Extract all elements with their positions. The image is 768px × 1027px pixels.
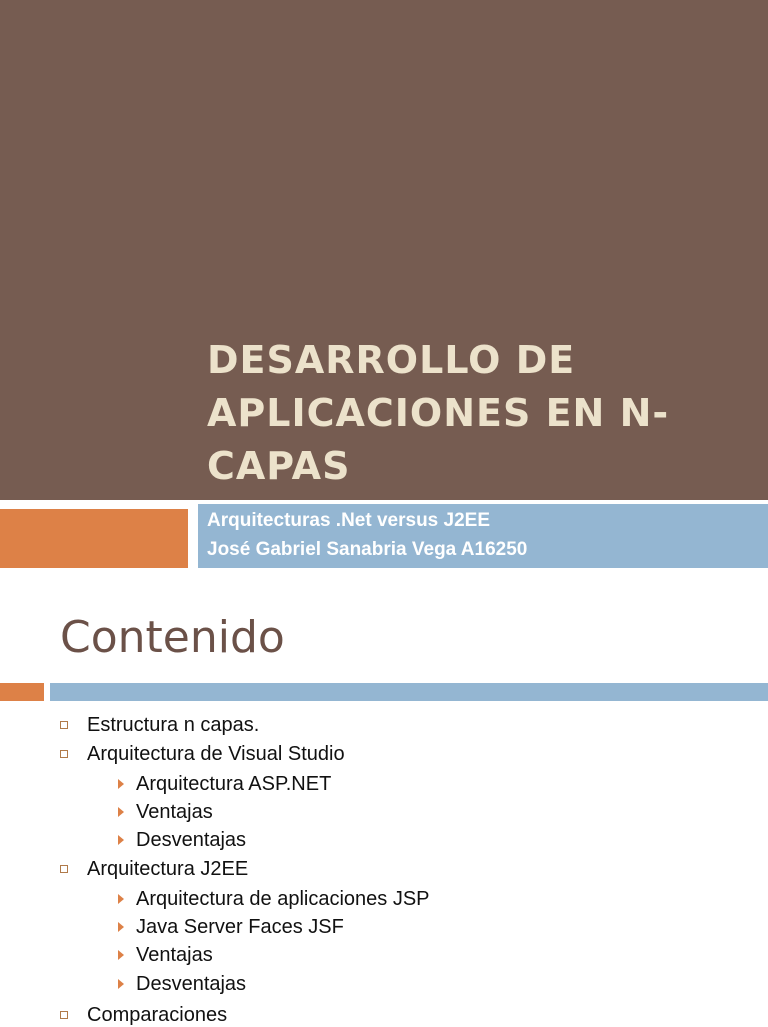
arrowhead-icon bbox=[118, 894, 124, 904]
sub-list-item: Ventajas bbox=[136, 944, 213, 966]
slide-title: DESARROLLO DE APLICACIONES EN N- CAPAS bbox=[207, 338, 670, 488]
arrowhead-icon bbox=[118, 779, 124, 789]
arrowhead-icon bbox=[118, 807, 124, 817]
accent-orange-bar bbox=[0, 683, 44, 701]
hollow-square-icon bbox=[60, 721, 68, 729]
hollow-square-icon bbox=[60, 1011, 68, 1019]
list-item: Estructura n capas. bbox=[87, 714, 260, 736]
sub-list-item: Desventajas bbox=[136, 973, 247, 995]
section-title: Contenido bbox=[60, 612, 285, 663]
arrowhead-icon bbox=[118, 835, 124, 845]
sub-list-item: Desventajas bbox=[136, 829, 247, 851]
sub-list-item: Arquitectura ASP.NET bbox=[136, 773, 332, 795]
sub-list-item: Ventajas bbox=[136, 801, 213, 823]
subtitle-line-2: José Gabriel Sanabria Vega A16250 bbox=[207, 539, 528, 560]
sub-list-item: Arquitectura de aplicaciones JSP bbox=[136, 888, 430, 910]
list-item: Arquitectura de Visual Studio bbox=[87, 743, 345, 765]
sub-list-item: Java Server Faces JSF bbox=[136, 916, 344, 938]
hollow-square-icon bbox=[60, 865, 68, 873]
accent-orange-block bbox=[0, 509, 188, 568]
arrowhead-icon bbox=[118, 950, 124, 960]
arrowhead-icon bbox=[118, 979, 124, 989]
list-item: Arquitectura J2EE bbox=[87, 858, 249, 880]
accent-blue-bar bbox=[50, 683, 768, 701]
arrowhead-icon bbox=[118, 922, 124, 932]
subtitle-line-1: Arquitecturas .Net versus J2EE bbox=[207, 510, 491, 531]
list-item: Comparaciones bbox=[87, 1004, 228, 1026]
hollow-square-icon bbox=[60, 750, 68, 758]
